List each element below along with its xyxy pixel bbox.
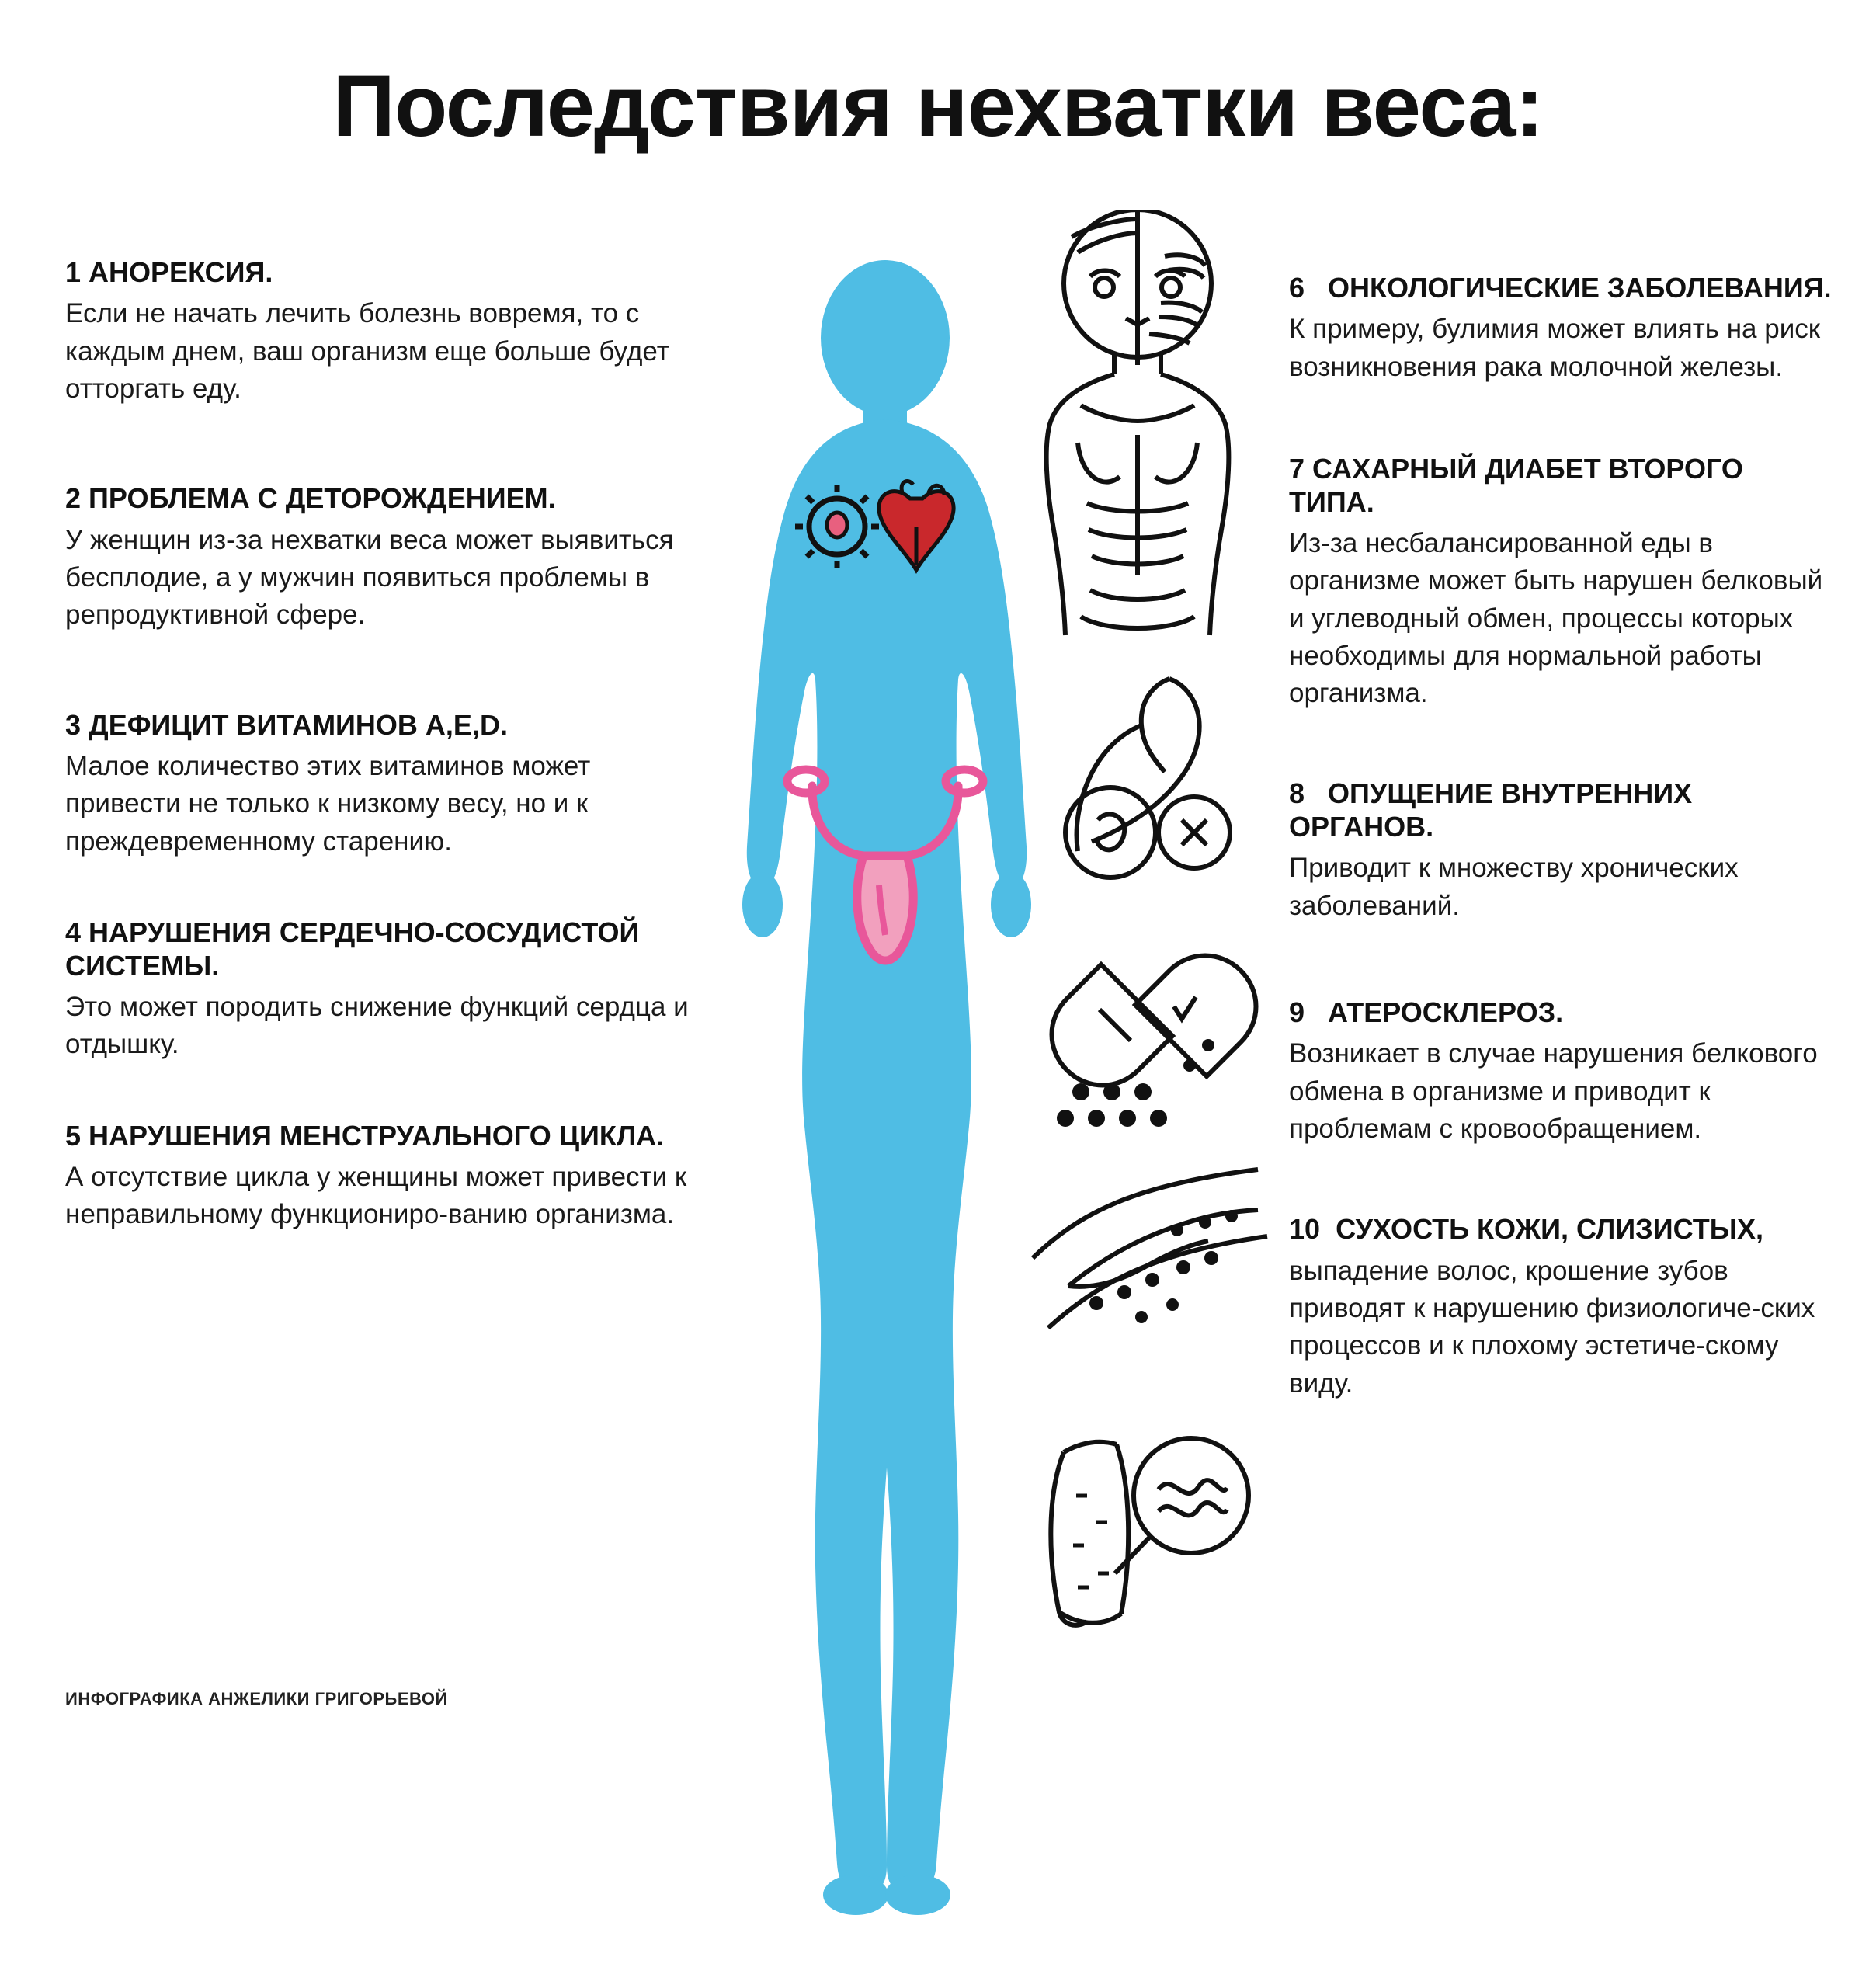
item-number: 3 [65,708,82,741]
item-body: У женщин из-за нехватки веса может выявиться бесплодие, а у мужчин появиться проблемы в репродуктивной сфере. [65,524,674,631]
item-body: Из-за несбалансированной еды в организме может быть нарушен белковый и углеводный обмен, процессы которых необходимы для нормальной работы организма. [1289,528,1823,709]
item-heading [1289,1213,1833,1246]
list-item [1289,453,1833,712]
item-number: 5 [65,1119,82,1152]
item-title: НАРУШЕНИЯ СЕРДЕЧНО-СОСУДИСТОЙ СИСТЕМЫ. [65,916,640,982]
item-title: ДЕФИЦИТ ВИТАМИНОВ A,E,D. [89,708,508,741]
item-heading [1289,272,1833,304]
item-title: АТЕРОСКЛЕРОЗ. [1328,996,1564,1029]
list-item [65,709,702,860]
item-heading [65,1120,702,1152]
item-title: САХАРНЫЙ ДИАБЕТ ВТОРОГО ТИПА. [1289,453,1743,518]
item-number: 4 [65,916,82,949]
item-title: ОНКОЛОГИЧЕСКИЕ ЗАБОЛЕВАНИЯ. [1328,272,1832,304]
item-body: К примеру, булимия может влиять на риск возникновения рака молочной железы. [1289,314,1821,382]
item-title: ПРОБЛЕМА С ДЕТОРОЖДЕНИЕМ. [89,482,556,515]
item-body: выпадение волос, крошение зубов приводят к нарушению физиологиче-ских процессов и к плохому эстетиче-скому виду. [1289,1255,1815,1399]
right-column [1289,272,1833,1443]
item-number: 10 [1289,1213,1321,1246]
item-heading [65,916,702,982]
item-body: Если не начать лечить болезнь вовремя, то с каждым днем, ваш организм еще больше будет отторгать еду. [65,298,669,405]
item-heading [65,709,702,742]
list-item [1289,996,1833,1148]
item-heading [65,482,702,515]
item-body: Малое количество этих витаминов может привести не только к низкому весу, но и к преждевременному старению. [65,751,591,857]
list-item [1289,777,1833,925]
item-heading [1289,996,1833,1029]
item-heading [1289,453,1833,519]
item-title: АНОРЕКСИЯ. [89,256,273,288]
item-number: 2 [65,482,82,515]
item-number: 7 [1289,453,1305,485]
item-number: 9 [1289,996,1305,1029]
list-item [65,916,702,1064]
item-number: 8 [1289,777,1305,810]
item-number: 6 [1289,272,1305,304]
item-number: 1 [65,256,82,288]
list-item [65,256,702,408]
item-body: Возникает в случае нарушения белкового обмена в организме и приводит к проблемам с кровообращением. [1289,1038,1818,1145]
item-heading [65,256,702,289]
list-item [1289,1213,1833,1402]
item-body: А отсутствие цикла у женщины может привести к неправильному функциониро-ванию организма. [65,1162,687,1230]
credit-line: ИНФОГРАФИКА АНЖЕЛИКИ ГРИГОРЬЕВОЙ [65,1689,448,1708]
text-columns [0,233,1876,1988]
page-title: Последствия нехватки веса: [332,57,1544,155]
list-item [65,482,702,634]
list-item [65,1120,702,1234]
item-body: Приводит к множеству хронических заболеваний. [1289,853,1739,921]
item-heading [1289,777,1833,843]
item-body: Это может породить снижение функций сердца и отдышку. [65,992,689,1060]
left-column [65,256,702,1274]
item-title: ОПУЩЕНИЕ ВНУТРЕННИХ ОРГАНОВ. [1289,777,1693,843]
list-item [1289,272,1833,386]
item-title: НАРУШЕНИЯ МЕНСТРУАЛЬНОГО ЦИКЛА. [89,1119,665,1152]
item-title: СУХОСТЬ КОЖИ, СЛИЗИСТЫХ, [1336,1213,1763,1246]
